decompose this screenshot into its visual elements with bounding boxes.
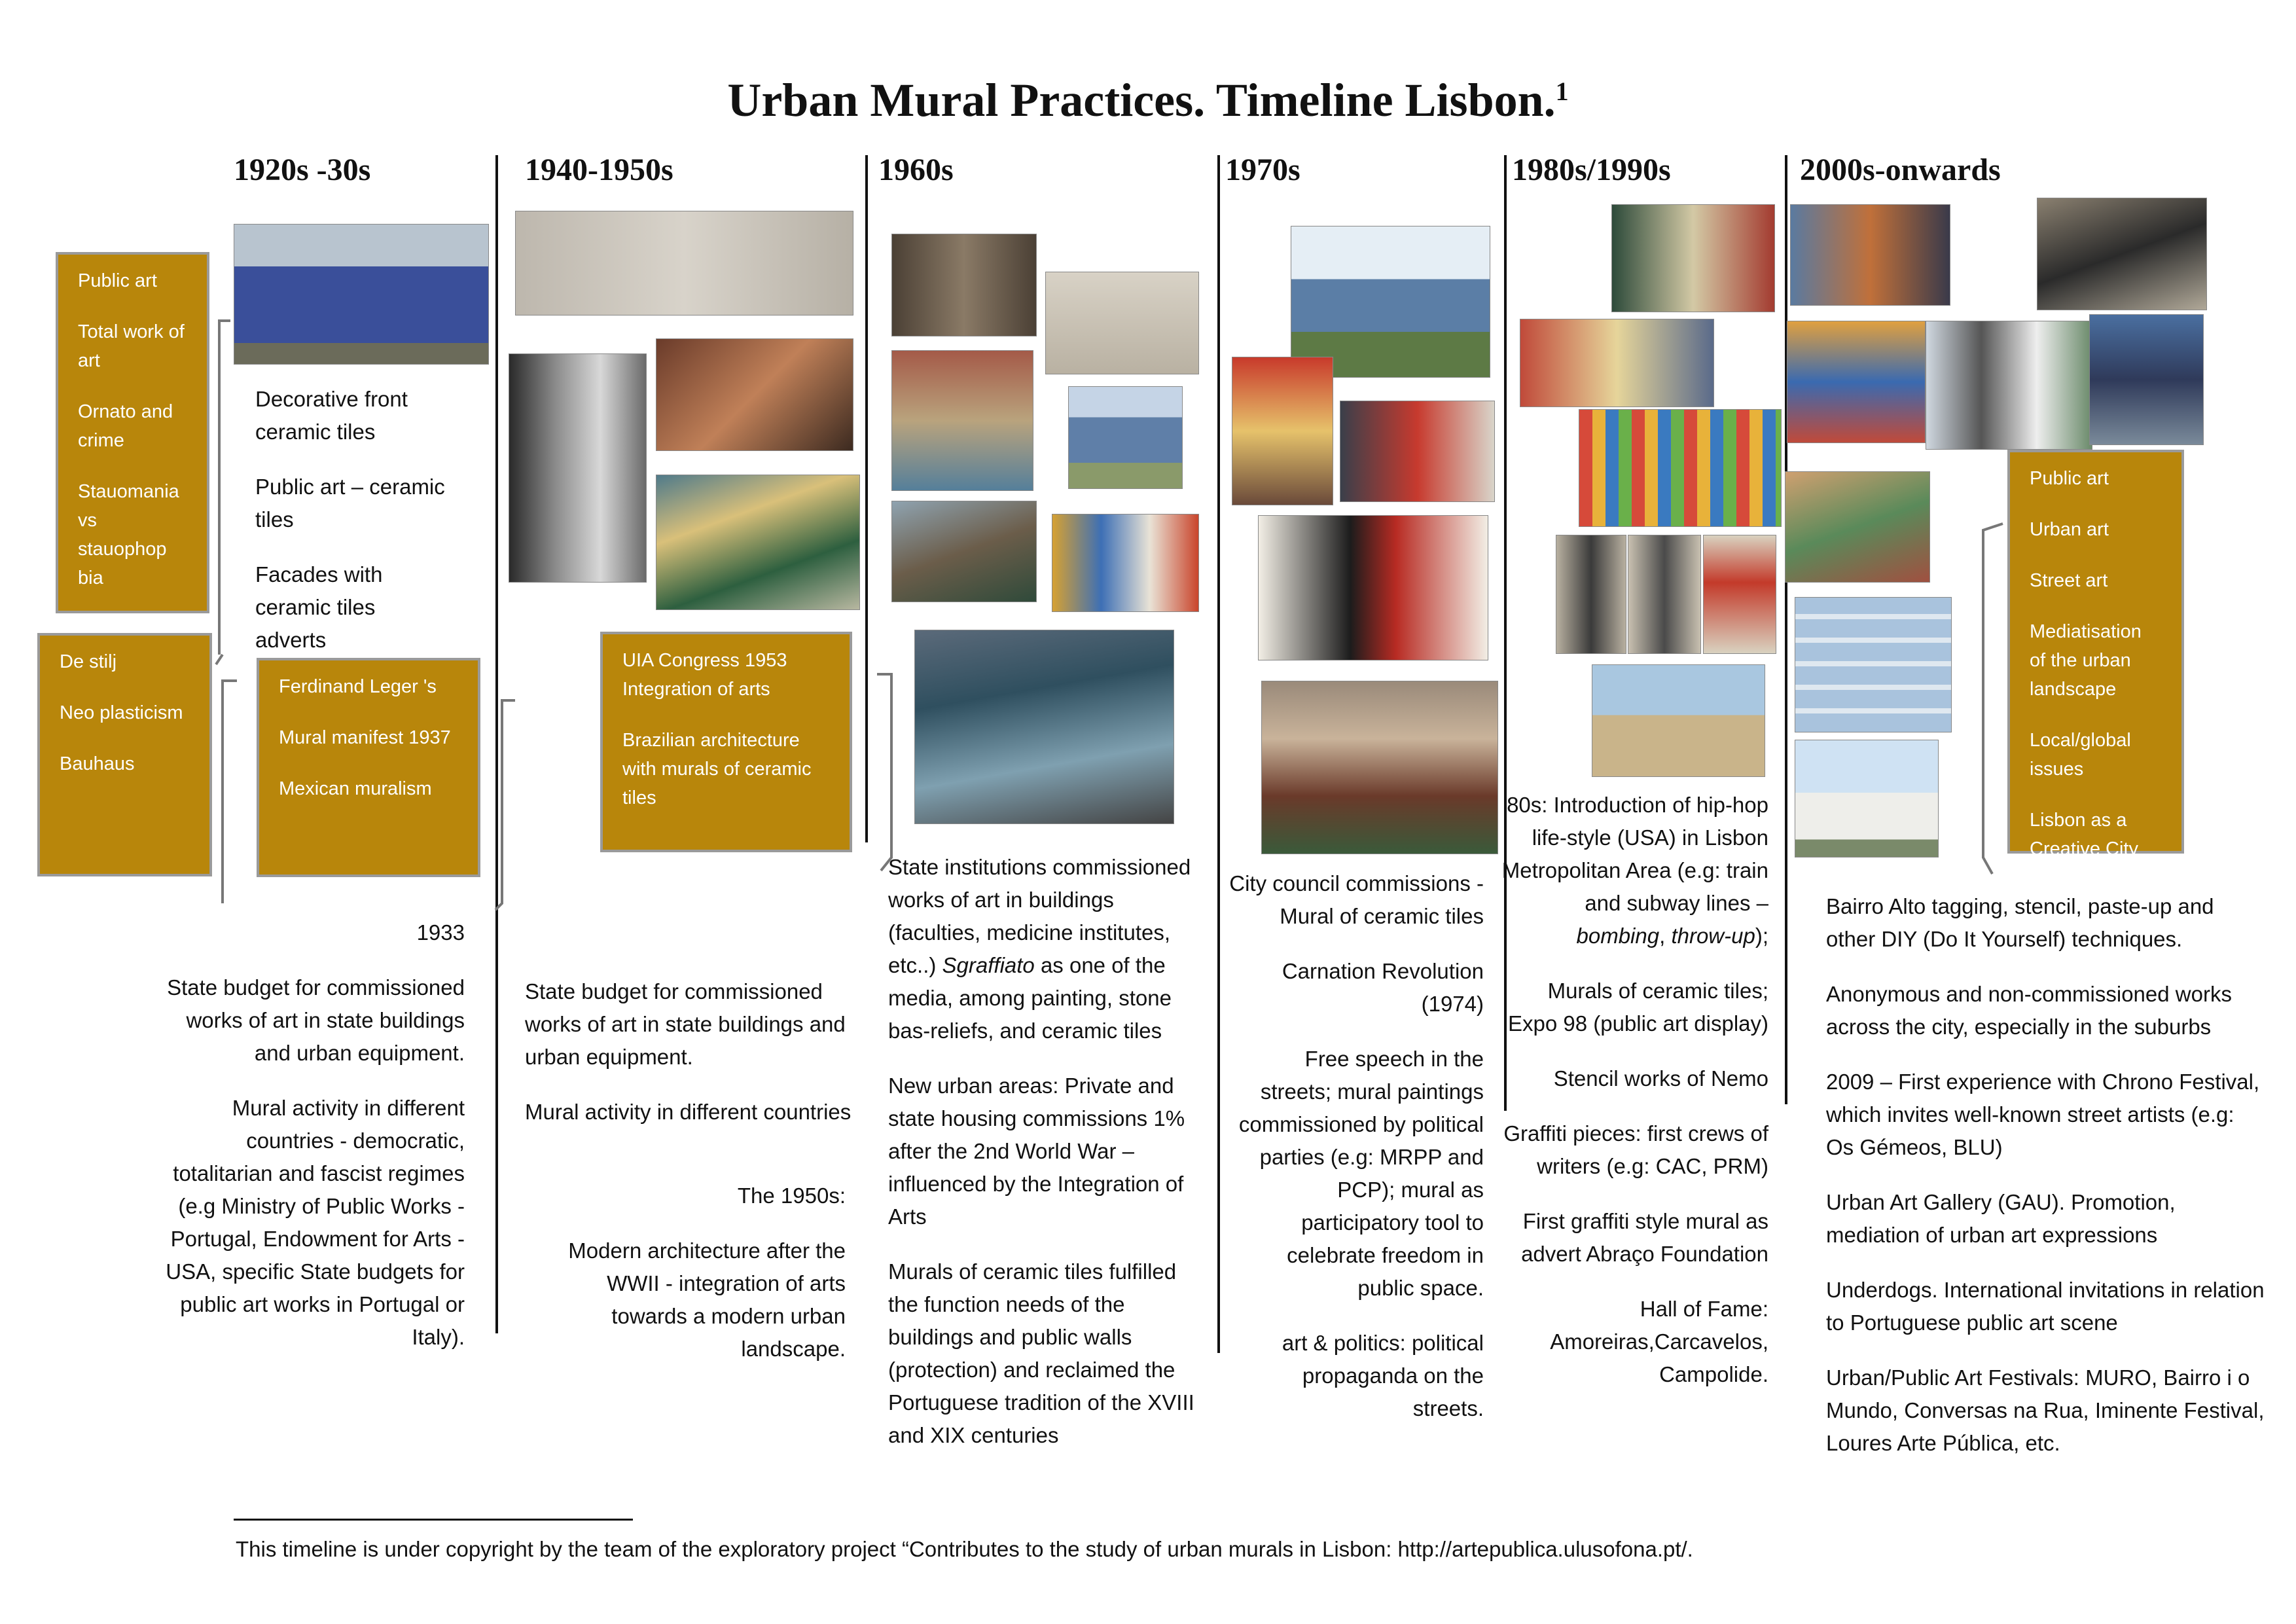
- text-art-politics: art & politics: political propaganda on the streets.: [1282, 1331, 1484, 1420]
- concept-box-urban-art: [2007, 450, 2184, 859]
- photo-2000s-mural-building: [1790, 204, 1950, 306]
- photo-1970s-aqueduct: [1291, 226, 1490, 378]
- text-carnation-revolution: Carnation Revolution (1974): [1282, 959, 1484, 1016]
- text-new-urban-areas: New urban areas: Private and state housing commissions 1% after the 2nd World War – influenced by the Integration of Arts: [888, 1074, 1185, 1229]
- concept-public-art: Public art: [78, 270, 157, 291]
- text-1960s: [888, 851, 1196, 1474]
- era-heading-1940s: 1940-1950s: [525, 153, 673, 187]
- text-the-1950s: The 1950s:: [737, 1183, 846, 1208]
- bracket-1930s-lower: [223, 681, 237, 903]
- concept-creative-city: Lisbon as a Creative City: [2030, 810, 2138, 859]
- footnote-separator: [234, 1519, 633, 1521]
- concept-mexican-muralism: Mexican muralism: [279, 778, 432, 799]
- text-1930s-state: [157, 916, 465, 1376]
- photo-1960s-building: [1068, 386, 1183, 489]
- concept-box-leger: [257, 658, 480, 877]
- text-modern-architecture: Modern architecture after the WWII - integration of arts towards a modern urban landscape.: [568, 1238, 846, 1361]
- text-1940s-left: [525, 975, 852, 1151]
- photo-1940s-stair-mural: [656, 475, 860, 610]
- era-heading-1920s: 1920s -30s: [234, 153, 371, 187]
- text-facades-adverts: Facades with ceramic tiles adverts: [255, 562, 383, 652]
- photo-1960s-sgraffito: [1045, 272, 1199, 374]
- era-heading-1980s: 1980s/1990s: [1512, 153, 1671, 187]
- text-mural-activity-1930s: Mural activity in different countries - democratic, totalitarian and fascist regimes (e.g Ministry of Public Works - Portugal, Endowment for Arts - USA, specific State budgets for public art works in Portugal or Italy).: [166, 1096, 465, 1349]
- photo-1960s-ceramic-wall: [891, 350, 1033, 491]
- photo-1960s-stair-tiles: [914, 630, 1174, 824]
- text-decorative-tiles: Decorative front ceramic tiles: [255, 387, 408, 444]
- concept-mediatisation: Mediatisation of the urban landscape: [2030, 621, 2142, 700]
- footnote: This timeline is under copyright by the team of the exploratory project “Contributes to the study of urban murals in Lisbon: http://artepublica.ulusofona.pt/.: [236, 1537, 1693, 1561]
- photo-2000s-raccoon-mural: [1926, 321, 2092, 450]
- concept-public-art-2000s: Public art: [2030, 468, 2109, 489]
- bracket-2000s: [1983, 524, 2003, 874]
- text-free-speech: Free speech in the streets; mural paintings commissioned by political parties (e.g: MRPP and PCP); mural as participatory tool to celebrate freedom in public space.: [1238, 1047, 1484, 1300]
- text-expo-98: Murals of ceramic tiles; Expo 98 (public art display): [1507, 979, 1768, 1036]
- text-1933: 1933: [416, 920, 465, 945]
- concept-box-uia: [600, 632, 852, 852]
- text-anonymous-works: Anonymous and non-commissioned works across the city, especially in the suburbs: [1826, 982, 2232, 1039]
- photo-2000s-street-art: [1787, 321, 1926, 443]
- text-1950s-right: [531, 1180, 846, 1388]
- concept-ferdinand-leger: Ferdinand Leger 's: [279, 676, 437, 697]
- text-public-art-tiles: Public art – ceramic tiles: [255, 475, 445, 532]
- photo-1980s-stencil-umbrella: [1703, 535, 1776, 654]
- concept-urban-art: Urban art: [2030, 519, 2109, 540]
- text-state-budget-1940s: State budget for commissioned works of art in state buildings and urban equipment.: [525, 979, 846, 1069]
- text-1980s: [1500, 789, 1768, 1413]
- text-mural-activity-1940s: Mural activity in different countries: [525, 1100, 852, 1124]
- text-1930s-tiles: [255, 383, 445, 679]
- photo-1970s-political-mural: [1232, 357, 1333, 505]
- text-state-institutions: State institutions commissioned works of art in buildings (faculties, medicine institutes, etc..) Sgraffiato as one of the media, among painting, stone bas-reliefs, and ceramic tiles: [888, 855, 1191, 1043]
- photo-1970s-street-mural: [1340, 401, 1495, 502]
- concept-total-work-of-art: Total work of art: [78, 321, 185, 371]
- bracket-1930s-box: [219, 321, 230, 655]
- concept-box-avant-garde: [37, 633, 212, 876]
- text-abraco-foundation: First graffiti style mural as advert Abraço Foundation: [1521, 1209, 1768, 1266]
- photo-1960s-portico: [891, 234, 1037, 336]
- text-city-council: City council commissions - Mural of ceramic tiles: [1229, 871, 1484, 928]
- concept-stauomania: Stauomania vs stauophop bia: [78, 481, 179, 588]
- bracket-tick: [216, 655, 223, 664]
- photo-2000s-text-wall: [1795, 597, 1952, 732]
- concept-brazilian-architecture: Brazilian architecture with murals of ceramic tiles: [622, 730, 812, 808]
- text-stencil-nemo: Stencil works of Nemo: [1553, 1066, 1768, 1091]
- photo-1980s-train-graffiti: [1611, 204, 1775, 312]
- bracket-1940s: [495, 700, 515, 910]
- photo-1980s-stencil-2: [1628, 535, 1701, 654]
- bracket-1960s: [877, 674, 891, 871]
- photo-1960s-street-wall: [891, 501, 1037, 602]
- photo-1980s-portrait-mural: [1520, 319, 1714, 407]
- photo-2000s-abstract-mural: [2037, 198, 2207, 310]
- title-footnote-marker: 1: [1555, 77, 1569, 106]
- photo-1980s-graffiti-wall: [1592, 664, 1765, 777]
- concept-box-modernism: [56, 252, 209, 613]
- era-heading-2000s: 2000s-onwards: [1800, 153, 2001, 187]
- concept-ornato-and-crime: Ornato and crime: [78, 401, 173, 451]
- page-title: Urban Mural Practices. Timeline Lisbon.$^1$: [727, 74, 1569, 126]
- concept-bauhaus: Bauhaus: [60, 753, 135, 774]
- photo-1940s-facade-bw: [509, 353, 647, 583]
- text-murals-ceramic-tiles: Murals of ceramic tiles fulfilled the function needs of the buildings and public walls (protection) and reclaimed the Portuguese tradition of the XVIII and XIX centuries: [888, 1259, 1194, 1447]
- photo-1980s-stencil-1: [1556, 535, 1626, 654]
- era-heading-1970s: 1970s: [1225, 153, 1300, 187]
- text-1970s: [1229, 867, 1484, 1447]
- concept-uia-congress: UIA Congress 1953 Integration of arts: [622, 650, 787, 700]
- text-state-budget-1930s: State budget for commissioned works of art in state buildings and urban equipment.: [167, 975, 465, 1065]
- concept-de-stijl: De stilj: [60, 651, 117, 672]
- text-hall-of-fame: Hall of Fame: Amoreiras,Carcavelos, Campolide.: [1550, 1297, 1768, 1386]
- text-gau: Urban Art Gallery (GAU). Promotion, mediation of urban art expressions: [1826, 1190, 2176, 1247]
- concept-local-global: Local/global issues: [2030, 730, 2131, 780]
- concept-neo-plasticism: Neo plasticism: [60, 702, 183, 723]
- text-festivals: Urban/Public Art Festivals: MURO, Bairro i o Mundo, Conversas na Rua, Iminente Festival, Loures Arte Pública, etc.: [1826, 1365, 2265, 1455]
- photo-1970s-facade: [1261, 681, 1498, 854]
- photo-2000s-bairro-alto: [1785, 471, 1930, 583]
- text-underdogs: Underdogs. International invitations in relation to Portuguese public art scene: [1826, 1278, 2265, 1335]
- photo-1940s-mosaic: [656, 338, 853, 451]
- text-bairro-alto: Bairro Alto tagging, stencil, paste-up and other DIY (Do It Yourself) techniques.: [1826, 894, 2214, 951]
- text-chrono-festival: 2009 – First experience with Chrono Festival, which invites well-known street artists (e.g: Os Gémeos, BLU): [1826, 1070, 2260, 1159]
- photo-2000s-white-mural: [1795, 740, 1939, 857]
- photo-1970s-revolution-mural: [1258, 515, 1488, 660]
- photo-1940s-bas-relief: [515, 211, 853, 316]
- photo-1960s-tile-panel: [1052, 514, 1199, 612]
- era-heading-1960s: 1960s: [878, 153, 954, 187]
- concept-mural-manifest: Mural manifest 1937: [279, 727, 451, 748]
- text-graffiti-crews: Graffiti pieces: first crews of writers (e.g: CAC, PRM): [1503, 1121, 1768, 1178]
- text-hip-hop: 80s: Introduction of hip-hop life-style (USA) in Lisbon Metropolitan Area (e.g: train and subway lines – bombing, throw-up);: [1501, 793, 1768, 948]
- photo-1980s-expo-tiles: [1579, 409, 1782, 527]
- text-2000s: [1826, 890, 2265, 1482]
- photo-2000s-blue-building: [2089, 314, 2204, 445]
- concept-street-art: Street art: [2030, 570, 2108, 591]
- photo-1930s-tile-mural: [234, 224, 489, 365]
